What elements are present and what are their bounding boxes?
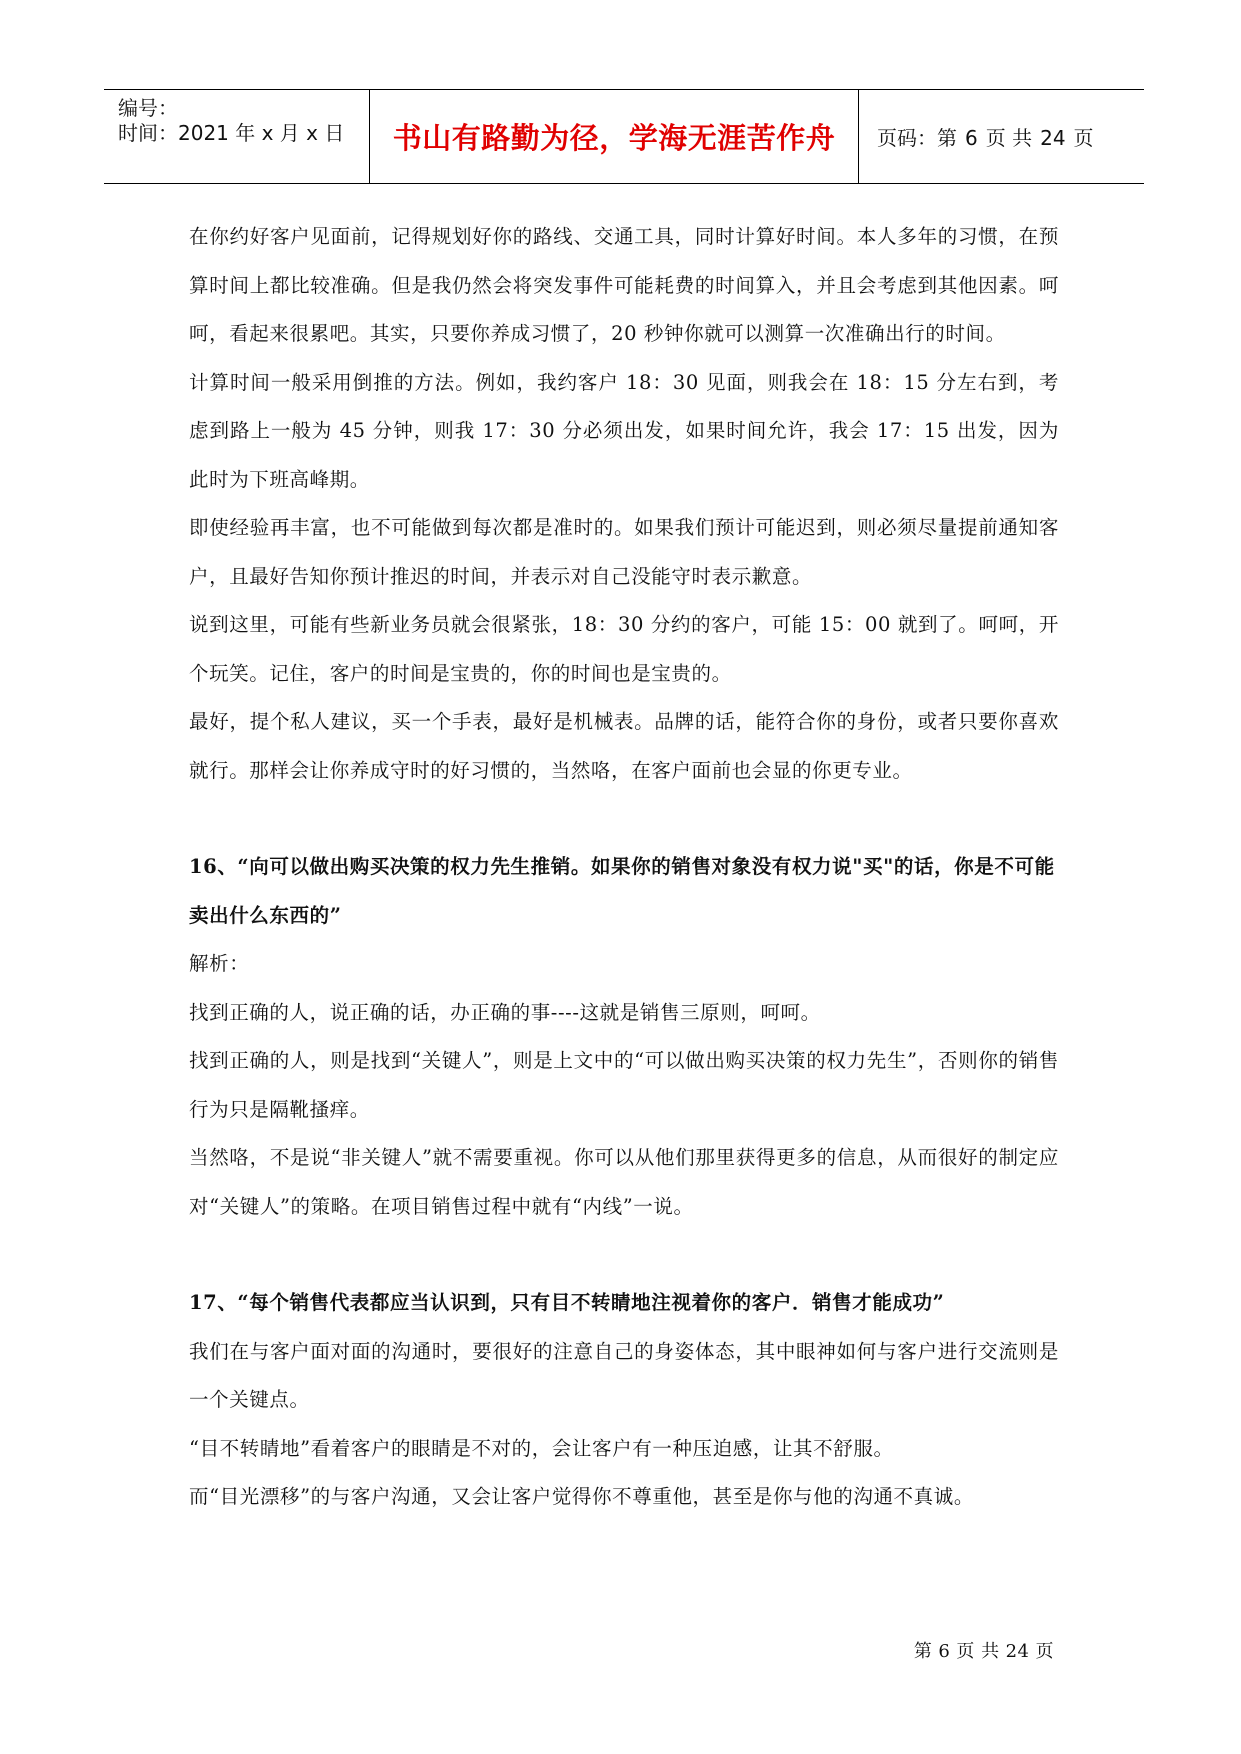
serial-number-label: 编号： <box>118 96 178 120</box>
paragraph: 找到正确的人，则是找到“关键人”，则是上文中的“可以做出购买决策的权力先生”，否则你的销售行为只是隔靴搔痒。 <box>189 1049 1059 1121</box>
section-16-heading: 16、“向可以做出购买决策的权力先生推销。如果你的销售对象没有权力说"买"的话，你是不可能卖出什么东西的” <box>189 855 1055 927</box>
section-gap <box>189 1231 1059 1279</box>
paragraph: 解析： <box>189 952 250 975</box>
paragraph: 计算时间一般采用倒推的方法。例如，我约客户 18：30 见面，则我会在 18：15 分左右到，考虑到路上一般为 45 分钟，则我 17：30 分必须出发，如果时间允许，我会 17：15 出发，因为此时为下班高峰期。 <box>189 370 1059 491</box>
page-mid: 页 共 <box>985 126 1033 150</box>
page-suffix: 页 <box>1073 126 1094 150</box>
section-gap <box>189 795 1059 843</box>
paragraph: 我们在与客户面对面的沟通时，要很好的注意自己的身姿体态，其中眼神如何与客户进行交流则是一个关键点。 <box>189 1339 1059 1411</box>
document-body <box>189 213 1059 1522</box>
section-17-heading: 17、“每个销售代表都应当认识到，只有目不转睛地注视着你的客户．销售才能成功” <box>189 1291 945 1314</box>
header-page-number <box>859 122 1098 151</box>
page-current: 6 <box>965 126 978 150</box>
header-meta-cell <box>104 90 370 183</box>
header-motto-cell <box>370 90 859 183</box>
paragraph: 在你约好客户见面前，记得规划好你的路线、交通工具，同时计算好时间。本人多年的习惯，在预算时间上都比较准确。但是我仍然会将突发事件可能耗费的时间算入，并且会考虑到其他因素。呵呵，看起来很累吧。其实，只要你养成习惯了，20 秒钟你就可以测算一次准确出行的时间。 <box>189 225 1059 345</box>
date-label: 时间：2021 年 x 月 x 日 <box>118 121 345 145</box>
header-page-cell <box>859 90 1144 183</box>
page-footer <box>911 1637 1057 1663</box>
footer-mid: 页 共 <box>956 1641 1000 1662</box>
paragraph: “目不转睛地”看着客户的眼睛是不对的，会让客户有一种压迫感，让其不舒服。 <box>189 1436 894 1460</box>
paragraph: 最好，提个私人建议，买一个手表，最好是机械表。品牌的话，能符合你的身份，或者只要你喜欢就行。那样会让你养成守时的好习惯的，当然咯，在客户面前也会显的你更专业。 <box>189 710 1059 782</box>
footer-prefix: 第 <box>913 1641 933 1662</box>
motto-text: 书山有路勤为径，学海无涯苦作舟 <box>392 121 836 155</box>
paragraph: 而“目光漂移”的与客户沟通，又会让客户觉得你不尊重他，甚至是你与他的沟通不真诚。 <box>189 1485 974 1508</box>
footer-suffix: 页 <box>1035 1641 1054 1662</box>
page-prefix: 页码：第 <box>877 126 957 150</box>
page-total: 24 <box>1040 126 1066 150</box>
page-header <box>104 89 1144 184</box>
footer-current-page: 6 <box>938 1641 951 1662</box>
paragraph: 说到这里，可能有些新业务员就会很紧张，18：30 分约的客户，可能 15：00 就到了。呵呵，开个玩笑。记住，客户的时间是宝贵的，你的时间也是宝贵的。 <box>189 613 1059 685</box>
paragraph: 当然咯，不是说“非关键人”就不需要重视。你可以从他们那里获得更多的信息，从而很好的制定应对“关键人”的策略。在项目销售过程中就有“内线”一说。 <box>189 1146 1059 1218</box>
footer-total-pages: 24 <box>1005 1641 1030 1662</box>
paragraph: 即使经验再丰富，也不可能做到每次都是准时的。如果我们预计可能迟到，则必须尽量提前通知客户，且最好告知你预计推迟的时间，并表示对自己没能守时表示歉意。 <box>189 516 1059 588</box>
paragraph: 找到正确的人，说正确的话，办正确的事----这就是销售三原则，呵呵。 <box>189 1000 821 1024</box>
